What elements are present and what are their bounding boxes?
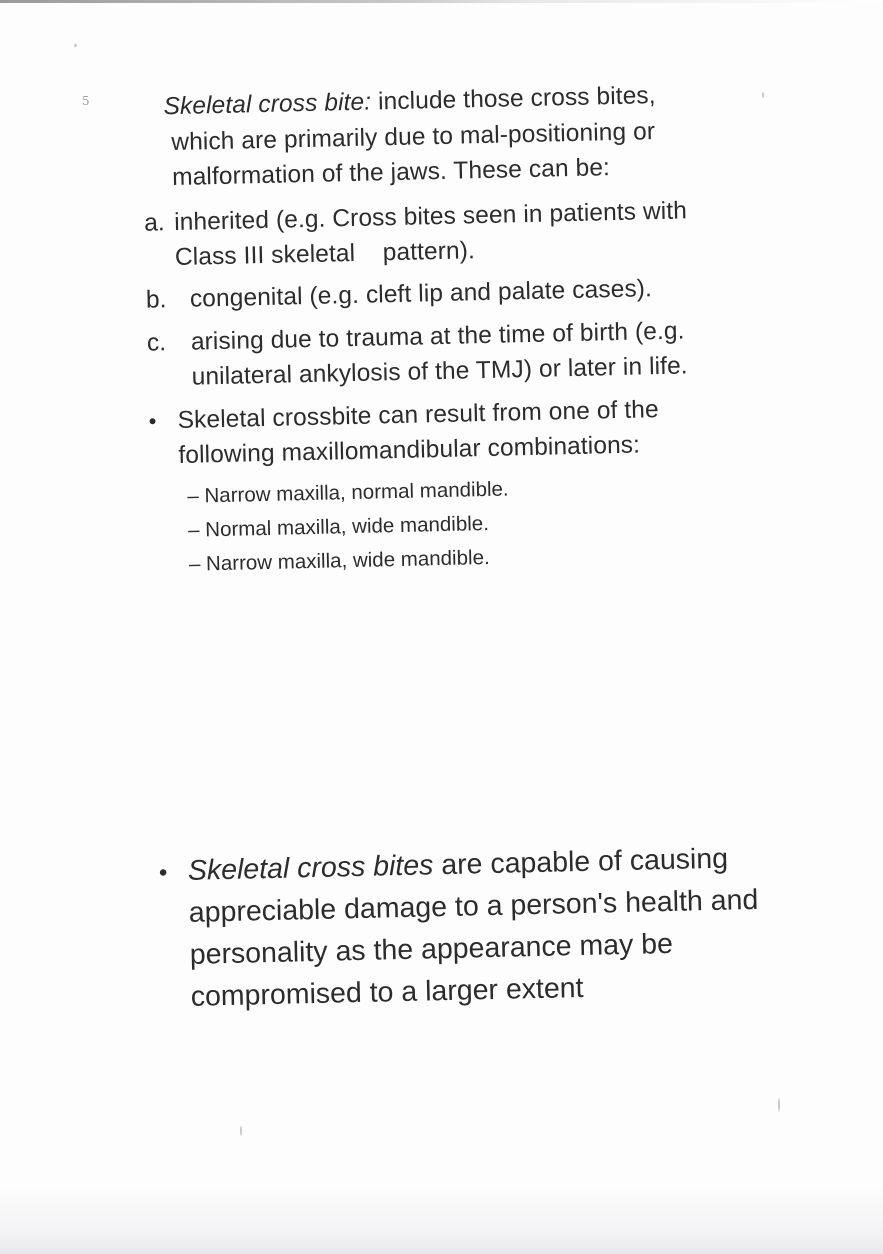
intro-line-1-text: include those cross bites, — [370, 82, 656, 116]
list-marker-a: a. — [143, 209, 165, 237]
intro-line-2: which are primarily due to mal-positioning or — [171, 118, 656, 157]
scan-top-edge — [0, 0, 883, 3]
scan-speck — [762, 92, 764, 98]
list-marker-b: b. — [145, 286, 167, 314]
list-marker-c: c. — [146, 329, 167, 357]
scan-speck — [778, 1098, 780, 1112]
intro-term: Skeletal cross bite: — [163, 88, 372, 121]
damage-line-4: compromised to a larger extent — [190, 971, 584, 1013]
intro-line-1 — [163, 81, 656, 122]
scan-bottom-shading — [0, 1184, 883, 1254]
list-item-c-line-1: arising due to trauma at the time of birth (e.g. — [190, 317, 685, 356]
margin-mark: 5 — [82, 94, 90, 108]
damage-line-3: personality as the appearance may be — [189, 927, 674, 971]
bullet-combinations: • — [148, 408, 157, 434]
list-item-b-line-1: congenital (e.g. cleft lip and palate cases). — [189, 275, 653, 313]
combination-sub-item-1: – Narrow maxilla, normal mandible. — [187, 477, 509, 508]
combinations-line-2: following maxillomandibular combinations: — [178, 431, 641, 469]
combinations-line-1: Skeletal crossbite can result from one of the — [177, 396, 659, 434]
bullet-damage: • — [158, 859, 168, 887]
damage-line-1 — [187, 841, 728, 889]
damage-term: Skeletal cross bites — [187, 849, 434, 887]
damage-line-2: appreciable damage to a person's health and — [188, 883, 759, 929]
scan-speck — [74, 44, 77, 47]
list-item-a-line-2: Class III skeletal pattern). — [174, 237, 476, 271]
list-item-c-line-2: unilateral ankylosis of the TMJ) or later in life. — [191, 352, 688, 391]
combination-sub-item-2: – Normal maxilla, wide mandible. — [187, 511, 490, 542]
combination-sub-item-3: – Narrow maxilla, wide mandible. — [188, 545, 490, 576]
damage-line-1-text: are capable of causing — [432, 842, 729, 882]
scan-speck — [240, 1126, 242, 1136]
intro-line-3: malformation of the jaws. These can be: — [171, 154, 611, 192]
list-item-a-line-1: inherited (e.g. Cross bites seen in patients with — [173, 197, 688, 237]
